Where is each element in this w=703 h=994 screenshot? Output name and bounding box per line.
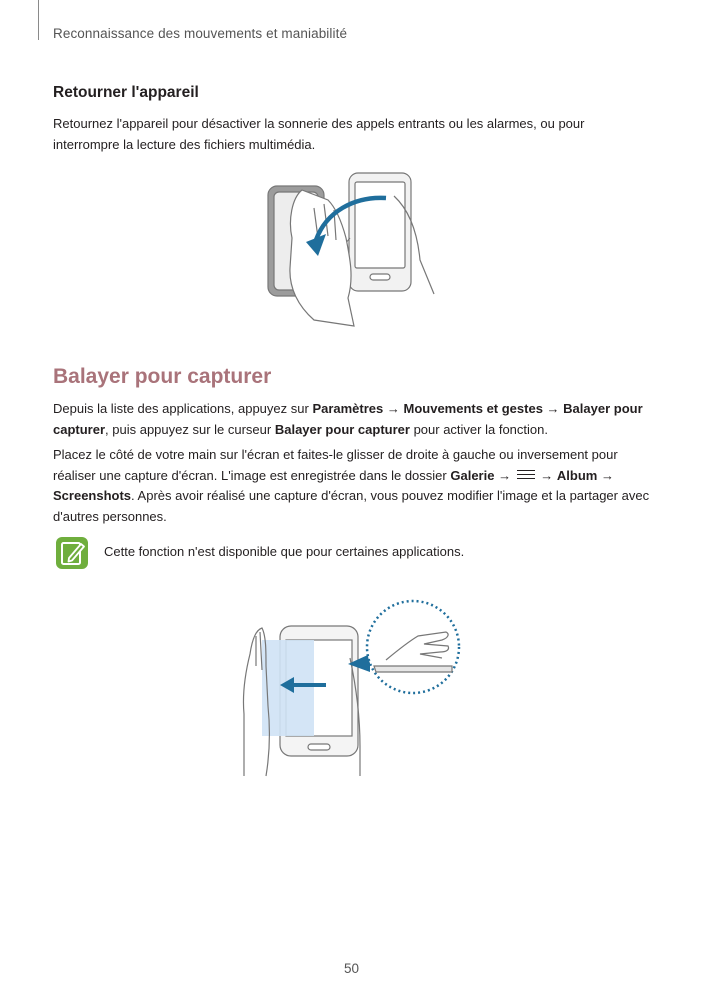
palm-swipe-illustration: [236, 596, 462, 778]
note-text: Cette fonction n'est disponible que pour certaines applications.: [104, 544, 465, 559]
running-header: Reconnaissance des mouvements et maniabilité: [53, 26, 348, 41]
page-number: 50: [343, 961, 360, 976]
palm-swipe-description: Placez le côté de votre main sur l'écran et faites-le glisser de droite à gauche ou inversement pour réaliser une capture d'écran. L'image est enregistrée dans le dossier Galerie → → Album → Screenshots. Après avoir réalisé une capture d'écran, vous pouvez modifier l'image et la partager avec d'autres personnes.: [53, 447, 650, 524]
section-title-palm-swipe: Balayer pour capturer: [53, 365, 272, 388]
menu-icon: [517, 469, 535, 481]
flip-description: Retournez l'appareil pour désactiver la sonnerie des appels entrants ou les alarmes, ou pour interrompre la lecture des fichiers multimédia.: [53, 116, 585, 152]
note-pencil-icon: [56, 537, 88, 569]
flip-device-illustration: [262, 168, 442, 328]
subsection-title-flip: Retourner l'appareil: [53, 84, 199, 101]
palm-swipe-instructions: Depuis la liste des applications, appuyez sur Paramètres → Mouvements et gestes → Balayer pour capturer, puis appuyez sur le curseur Balayer pour capturer pour activer la fonction.: [53, 401, 643, 437]
header-rule: [38, 0, 39, 40]
